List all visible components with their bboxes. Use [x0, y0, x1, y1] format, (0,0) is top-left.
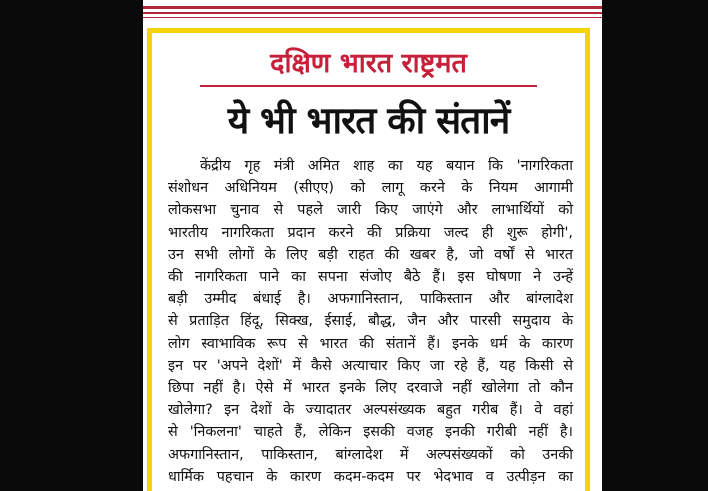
top-rule: [143, 17, 602, 18]
body-line: से 'निकलना' चाहते हैं, लेकिन इसकी वजह इनकी गरीबी नहीं है।: [168, 424, 573, 441]
body-line: बड़ी उम्मीद बंधाई है। अफगानिस्तान, पाकिस्तान और बांग्लादेश: [168, 291, 573, 308]
body-line: उन सभी लोगों के लिए बड़ी राहत की खबर है, जो वर्षों से भारत: [168, 246, 573, 263]
body-line: से प्रताड़ित हिंदू, सिक्ख, ईसाई, बौद्ध, जैन और पारसी समुदाय के: [168, 313, 573, 330]
body-line: अफगानिस्तान, पाकिस्तान, बांग्लादेश में अल्पसंख्यकों को उनकी: [168, 446, 573, 463]
masthead-underline: [200, 85, 537, 87]
article-body: [168, 155, 573, 488]
body-line: केंद्रीय गृह मंत्री अमित शाह का यह बयान कि 'नागरिकता: [200, 158, 573, 174]
top-rule: [143, 6, 602, 9]
body-line: संशोधन अधिनियम (सीएए) को लागू करने के नियम आगामी: [168, 180, 573, 197]
top-rule: [143, 12, 602, 14]
newspaper-clipping: [143, 0, 602, 491]
masthead: दक्षिण भारत राष्ट्रमत: [270, 48, 467, 79]
body-line: लोग स्वाभाविक रूप से भारत की संतानें हैं। इनके धर्म के कारण: [168, 335, 573, 352]
body-line: छिपा नहीं है। ऐसे में भारत इनके लिए दरवाजे नहीं खोलेगा तो कौन: [168, 380, 573, 397]
article-frame: [147, 28, 590, 491]
body-line: की नागरिकता पाने का सपना संजोए बैठे हैं। इस घोषणा ने उन्हें: [168, 269, 573, 286]
body-line: लोकसभा चुनाव से पहले जारी किए जाएंगे और लाभार्थियों को: [168, 202, 573, 219]
body-line: धार्मिक पहचान के कारण कदम-कदम पर भेदभाव व उत्पीड़न का: [168, 468, 573, 485]
headline: ये भी भारत की संतानें: [227, 99, 510, 142]
body-line: भारतीय नागरिकता प्रदान करने की प्रक्रिया जल्द ही शुरू होगी',: [168, 224, 573, 241]
body-line: खोलेगा? इन देशों के ज्यादातर अल्पसंख्यक बहुत गरीब हैं। वे वहां: [168, 402, 573, 419]
body-line: इन पर 'अपने देशों' में कैसे अत्याचार किए जा रहे हैं, यह किसी से: [168, 357, 573, 374]
